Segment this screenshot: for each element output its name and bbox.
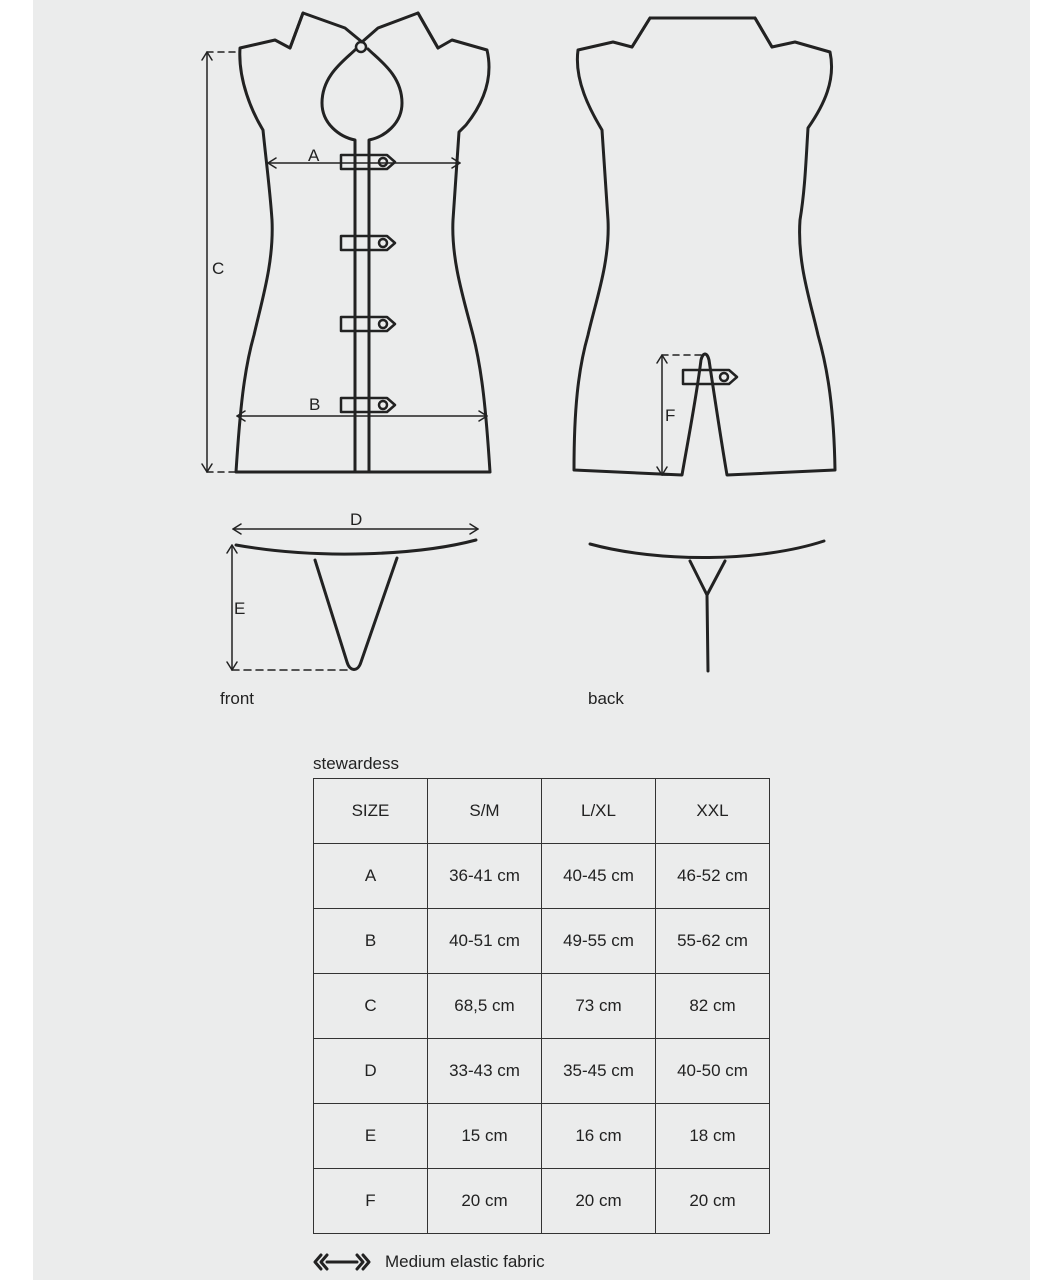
dress-front-outline xyxy=(236,13,490,472)
table-cell: 46-52 cm xyxy=(656,844,770,909)
back-view-label: back xyxy=(588,689,624,708)
elastic-arrows-icon xyxy=(313,1252,371,1272)
table-cell: 40-45 cm xyxy=(542,844,656,909)
dress-back-outline xyxy=(574,18,835,475)
table-cell: C xyxy=(314,974,428,1039)
table-cell: 20 cm xyxy=(656,1169,770,1234)
table-cell: A xyxy=(314,844,428,909)
table-cell: 36-41 cm xyxy=(428,844,542,909)
thong-back-outline xyxy=(590,541,824,671)
table-cell: 33-43 cm xyxy=(428,1039,542,1104)
table-title: stewardess xyxy=(313,754,399,773)
table-cell: 20 cm xyxy=(428,1169,542,1234)
dimension-label-f: F xyxy=(665,406,676,425)
table-cell: 68,5 cm xyxy=(428,974,542,1039)
legend-text: Medium elastic fabric xyxy=(385,1252,545,1271)
dimension-label-a: A xyxy=(308,146,320,165)
table-row xyxy=(314,974,770,1039)
fabric-legend xyxy=(313,1252,545,1272)
dimension-label-e: E xyxy=(234,599,246,618)
table-cell: E xyxy=(314,1104,428,1169)
dimension-label-b: B xyxy=(309,395,321,414)
table-cell: 55-62 cm xyxy=(656,909,770,974)
table-row xyxy=(314,1039,770,1104)
table-cell: 18 cm xyxy=(656,1104,770,1169)
table-row xyxy=(314,1104,770,1169)
table-cell: 20 cm xyxy=(542,1169,656,1234)
table-cell: D xyxy=(314,1039,428,1104)
size-table xyxy=(313,778,770,1234)
header-cell: L/XL xyxy=(542,779,656,844)
table-cell: 73 cm xyxy=(542,974,656,1039)
header-cell: XXL xyxy=(656,779,770,844)
dimension-arrows xyxy=(202,52,703,670)
front-view-label: front xyxy=(220,689,255,708)
table-cell: 15 cm xyxy=(428,1104,542,1169)
dimension-label-d: D xyxy=(350,510,363,529)
header-cell: S/M xyxy=(428,779,542,844)
table-row xyxy=(314,1169,770,1234)
table-row xyxy=(314,909,770,974)
table-cell: 40-51 cm xyxy=(428,909,542,974)
table-cell: B xyxy=(314,909,428,974)
thong-front-outline xyxy=(236,540,476,670)
header-cell: SIZE xyxy=(314,779,428,844)
dimension-label-c: C xyxy=(212,259,225,278)
table-cell: F xyxy=(314,1169,428,1234)
table-row xyxy=(314,844,770,909)
table-cell: 49-55 cm xyxy=(542,909,656,974)
table-cell: 82 cm xyxy=(656,974,770,1039)
table-cell: 35-45 cm xyxy=(542,1039,656,1104)
table-cell: 40-50 cm xyxy=(656,1039,770,1104)
table-cell: 16 cm xyxy=(542,1104,656,1169)
table-header-row xyxy=(314,779,770,844)
